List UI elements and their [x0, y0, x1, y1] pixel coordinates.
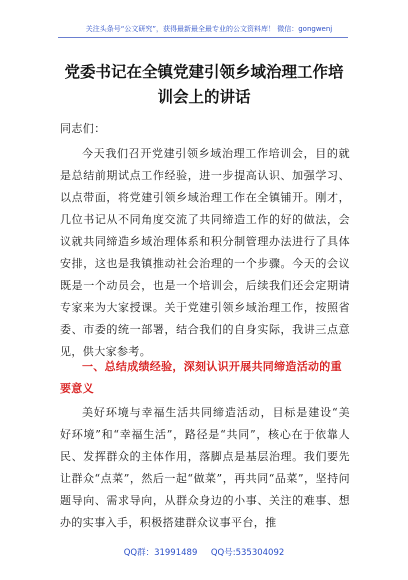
document-title [56, 60, 352, 110]
body-paragraph-2: 美好环境与幸福生活共同缔造活动，目标是建设“美好环境”和“幸福生活”，路径是“共同”，核心在于依靠人民、发挥群众的主体作用，落脚点是基层治理。我们要先让群众“点菜”，然后一起“做菜”，再共同“品菜”，坚持问题导向、需求导向，从群众身边的小事、关注的难事、想办的实事入手，积极搭建群众议事平台，推 [60, 406, 350, 529]
title-line-2: 训会上的讲话 [157, 88, 251, 106]
salutation: 同志们： [60, 122, 106, 135]
footer-contact: QQ群：31991489 QQ号:535304092 [123, 548, 285, 558]
body-paragraph-1: 今天我们召开党建引领乡域治理工作培训会，目的就是总结前期试点工作经验，进一步提高认识、加强学习、以点带面，将党建引领乡域治理工作在全镇铺开。刚才，几位书记从不同角度交流了共同缔造工作的好的做法，会议就共同缔造乡域治理体系和积分制管理办法进行了具体安排，这也是我镇推动社会治理的一个步骤。今天的会议既是一个动员会，也是一个培训会，后续我们还会定期请专家来为大家授课。关于党建引领乡域治理工作，按照省委、市委的统一部署，结合我们的自身实际，我讲三点意见，供大家参考。 [60, 147, 350, 358]
header-banner: 关注头条号“公文研究”，获得最新最全最专业的公文资料库！ 微信：gongwenj [85, 25, 333, 33]
section-heading-1: 一、总结成绩经验，深刻认识开展共同缔造活动的重要意义 [60, 360, 342, 395]
title-line-1: 党委书记在全镇党建引领乡域治理工作培 [64, 63, 344, 81]
header-divider [58, 37, 348, 38]
